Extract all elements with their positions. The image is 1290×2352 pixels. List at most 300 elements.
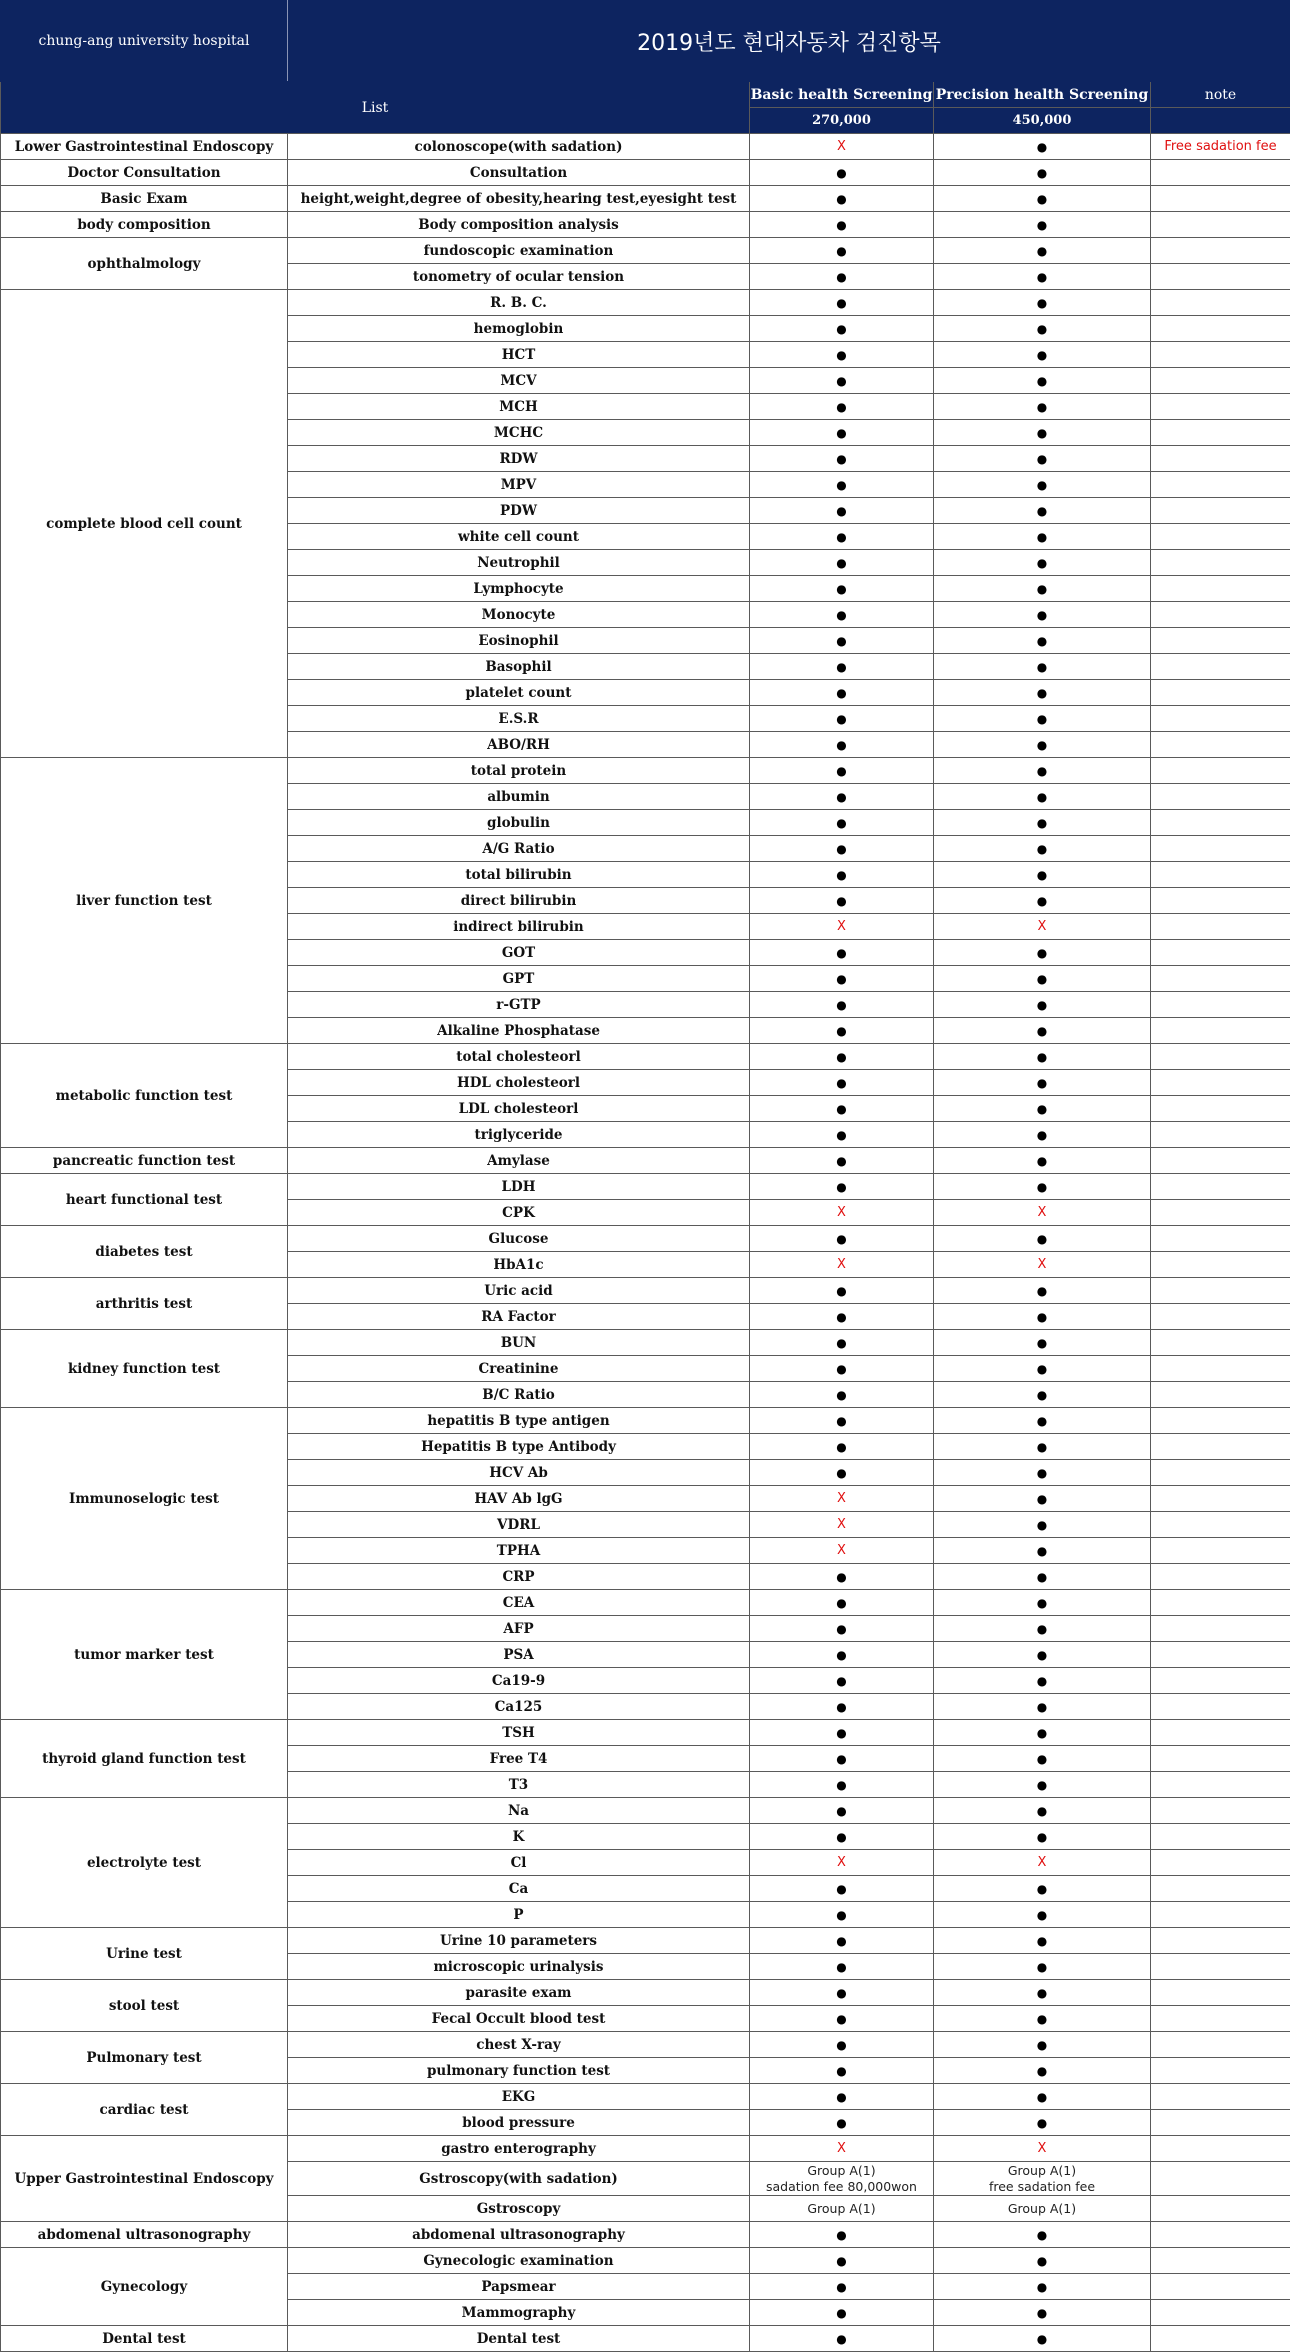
precision-included-mark: ● [934,1174,1151,1200]
item-name: gastro enterography [288,2136,750,2162]
basic-included-mark: ● [750,1798,934,1824]
basic-included-mark: ● [750,1928,934,1954]
precision-included-mark: ● [934,1122,1151,1148]
basic-included-mark: ● [750,1018,934,1044]
note-cell [1151,1538,1290,1564]
note-cell [1151,1616,1290,1642]
item-name: Hepatitis B type Antibody [288,1434,750,1460]
category-name: Upper Gastrointestinal Endoscopy [1,2136,288,2222]
category-name: cardiac test [1,2084,288,2136]
note-cell [1151,2136,1290,2162]
note-cell [1151,1278,1290,1304]
basic-included-mark: ● [750,394,934,420]
note-cell [1151,810,1290,836]
basic-included-mark: ● [750,1356,934,1382]
precision-included-mark: ● [934,1330,1151,1356]
basic-included-mark: ● [750,2110,934,2136]
note-cell [1151,160,1290,186]
precision-included-mark: ● [934,1486,1151,1512]
precision-included-mark: ● [934,888,1151,914]
note-cell [1151,2248,1290,2274]
item-name: r-GTP [288,992,750,1018]
precision-included-mark: ● [934,1304,1151,1330]
basic-included-mark: ● [750,264,934,290]
basic-included-mark: ● [750,2274,934,2300]
item-name: Neutrophil [288,550,750,576]
item-name: PSA [288,1642,750,1668]
note-cell [1151,212,1290,238]
item-name: hepatitis B type antigen [288,1408,750,1434]
item-name: RDW [288,446,750,472]
precision-included-mark: ● [934,316,1151,342]
item-name: CPK [288,1200,750,1226]
basic-excluded-mark: X [750,1200,934,1226]
precision-excluded-mark: X [934,2136,1151,2162]
category-name: Pulmonary test [1,2032,288,2084]
item-name: Consultation [288,160,750,186]
table-row [1,1226,1290,1252]
note-cell [1151,1304,1290,1330]
table-row [1,212,1290,238]
basic-included-mark: ● [750,810,934,836]
item-name: Papsmear [288,2274,750,2300]
note-cell [1151,2110,1290,2136]
precision-group-text: Group A(1) free sadation fee [934,2162,1151,2196]
precision-included-mark: ● [934,2084,1151,2110]
basic-included-mark: ● [750,1590,934,1616]
item-name: A/G Ratio [288,836,750,862]
item-name: Free T4 [288,1746,750,1772]
precision-included-mark: ● [934,1798,1151,1824]
category-name: Basic Exam [1,186,288,212]
basic-included-mark: ● [750,628,934,654]
basic-group-text: Group A(1) sadation fee 80,000won [750,2162,934,2196]
basic-included-mark: ● [750,2084,934,2110]
basic-excluded-mark: X [750,914,934,940]
note-cell [1151,1850,1290,1876]
basic-included-mark: ● [750,342,934,368]
note-cell [1151,732,1290,758]
category-name: body composition [1,212,288,238]
table-row [1,186,1290,212]
basic-included-mark: ● [750,1096,934,1122]
note-cell [1151,940,1290,966]
item-name: colonoscope(with sadation) [288,134,750,160]
note-cell [1151,1564,1290,1590]
precision-included-mark: ● [934,160,1151,186]
note-cell [1151,784,1290,810]
item-name: LDL cholesteorl [288,1096,750,1122]
table-row [1,1278,1290,1304]
basic-included-mark: ● [750,784,934,810]
precision-included-mark: ● [934,1148,1151,1174]
basic-included-mark: ● [750,576,934,602]
precision-included-mark: ● [934,1720,1151,1746]
table-row [1,2248,1290,2274]
note-cell [1151,394,1290,420]
basic-included-mark: ● [750,1980,934,2006]
item-name: HAV Ab lgG [288,1486,750,1512]
basic-included-mark: ● [750,836,934,862]
precision-included-mark: ● [934,602,1151,628]
category-name: Urine test [1,1928,288,1980]
basic-included-mark: ● [750,862,934,888]
item-name: parasite exam [288,1980,750,2006]
category-name: abdomenal ultrasonography [1,2222,288,2248]
table-row [1,1720,1290,1746]
note-cell [1151,446,1290,472]
item-name: BUN [288,1330,750,1356]
precision-included-mark: ● [934,758,1151,784]
precision-included-mark: ● [934,550,1151,576]
precision-included-mark: ● [934,732,1151,758]
note-cell [1151,1694,1290,1720]
note-cell [1151,1018,1290,1044]
note-cell [1151,1252,1290,1278]
precision-excluded-mark: X [934,1200,1151,1226]
item-name: EKG [288,2084,750,2110]
precision-included-mark: ● [934,1226,1151,1252]
basic-included-mark: ● [750,2300,934,2326]
table-row [1,1330,1290,1356]
note-cell [1151,2006,1290,2032]
basic-included-mark: ● [750,1954,934,1980]
note-cell [1151,1330,1290,1356]
precision-included-mark: ● [934,1278,1151,1304]
basic-included-mark: ● [750,1746,934,1772]
table-body [1,134,1290,2352]
note-cell [1151,706,1290,732]
note-cell [1151,888,1290,914]
basic-included-mark: ● [750,368,934,394]
precision-included-mark: ● [934,1434,1151,1460]
basic-included-mark: ● [750,316,934,342]
item-name: Urine 10 parameters [288,1928,750,1954]
category-name: thyroid gland function test [1,1720,288,1798]
item-name: AFP [288,1616,750,1642]
basic-included-mark: ● [750,1434,934,1460]
item-name: direct bilirubin [288,888,750,914]
category-name: ophthalmology [1,238,288,290]
item-name: Na [288,1798,750,1824]
note-cell [1151,2274,1290,2300]
precision-included-mark: ● [934,1356,1151,1382]
category-name: Dental test [1,2326,288,2352]
note-cell [1151,1434,1290,1460]
basic-included-mark: ● [750,706,934,732]
item-name: MCH [288,394,750,420]
basic-included-mark: ● [750,186,934,212]
precision-included-mark: ● [934,576,1151,602]
basic-header: Basic health Screening [750,82,934,108]
precision-included-mark: ● [934,706,1151,732]
category-name: arthritis test [1,1278,288,1330]
category-name: electrolyte test [1,1798,288,1928]
precision-included-mark: ● [934,1590,1151,1616]
note-cell [1151,1772,1290,1798]
basic-included-mark: ● [750,992,934,1018]
table-row [1,2222,1290,2248]
precision-excluded-mark: X [934,1252,1151,1278]
precision-included-mark: ● [934,810,1151,836]
item-name: VDRL [288,1512,750,1538]
table-row [1,1798,1290,1824]
basic-included-mark: ● [750,1668,934,1694]
item-name: total bilirubin [288,862,750,888]
basic-included-mark: ● [750,1876,934,1902]
table-row [1,2032,1290,2058]
item-name: Monocyte [288,602,750,628]
precision-included-mark: ● [934,1902,1151,1928]
basic-included-mark: ● [750,1174,934,1200]
precision-included-mark: ● [934,2222,1151,2248]
category-name: Lower Gastrointestinal Endoscopy [1,134,288,160]
list-header: List [1,82,750,134]
precision-included-mark: ● [934,1564,1151,1590]
item-name: LDH [288,1174,750,1200]
precision-included-mark: ● [934,2326,1151,2352]
table-row [1,1590,1290,1616]
basic-excluded-mark: X [750,1252,934,1278]
item-name: blood pressure [288,2110,750,2136]
precision-included-mark: ● [934,212,1151,238]
basic-included-mark: ● [750,1408,934,1434]
note-cell [1151,1070,1290,1096]
table-row [1,1044,1290,1070]
note-cell [1151,2032,1290,2058]
table-row [1,134,1290,160]
basic-excluded-mark: X [750,2136,934,2162]
item-name: GPT [288,966,750,992]
basic-included-mark: ● [750,2058,934,2084]
item-name: HCT [288,342,750,368]
precision-excluded-mark: X [934,1850,1151,1876]
category-name: tumor marker test [1,1590,288,1720]
basic-included-mark: ● [750,160,934,186]
table-row [1,1980,1290,2006]
precision-header: Precision health Screening [934,82,1151,108]
note-cell [1151,316,1290,342]
note-cell [1151,992,1290,1018]
category-name: diabetes test [1,1226,288,1278]
precision-included-mark: ● [934,1044,1151,1070]
precision-included-mark: ● [934,238,1151,264]
precision-included-mark: ● [934,1382,1151,1408]
precision-included-mark: ● [934,2248,1151,2274]
note-cell [1151,1642,1290,1668]
precision-included-mark: ● [934,2300,1151,2326]
basic-included-mark: ● [750,524,934,550]
precision-included-mark: ● [934,940,1151,966]
note-cell [1151,1096,1290,1122]
basic-included-mark: ● [750,1382,934,1408]
note-cell [1151,862,1290,888]
basic-included-mark: ● [750,1148,934,1174]
item-name: Basophil [288,654,750,680]
note-cell: Free sadation fee [1151,134,1290,160]
category-name: complete blood cell count [1,290,288,758]
basic-included-mark: ● [750,1330,934,1356]
basic-included-mark: ● [750,1616,934,1642]
note-cell [1151,2300,1290,2326]
precision-included-mark: ● [934,186,1151,212]
item-name: tonometry of ocular tension [288,264,750,290]
note-cell [1151,1746,1290,1772]
basic-included-mark: ● [750,290,934,316]
basic-excluded-mark: X [750,1538,934,1564]
basic-included-mark: ● [750,238,934,264]
note-cell [1151,524,1290,550]
precision-included-mark: ● [934,1408,1151,1434]
precision-included-mark: ● [934,1460,1151,1486]
item-name: triglyceride [288,1122,750,1148]
table-row [1,2136,1290,2162]
item-name: PDW [288,498,750,524]
note-cell [1151,472,1290,498]
item-name: Glucose [288,1226,750,1252]
basic-included-mark: ● [750,1226,934,1252]
note-cell [1151,1668,1290,1694]
precision-included-mark: ● [934,836,1151,862]
basic-included-mark: ● [750,1278,934,1304]
note-cell [1151,342,1290,368]
category-name: Gynecology [1,2248,288,2326]
basic-included-mark: ● [750,2248,934,2274]
note-cell [1151,1356,1290,1382]
precision-included-mark: ● [934,1928,1151,1954]
note-cell [1151,238,1290,264]
note-cell [1151,966,1290,992]
precision-included-mark: ● [934,1668,1151,1694]
item-name: HCV Ab [288,1460,750,1486]
note-cell [1151,1928,1290,1954]
note-header: note [1151,82,1290,108]
note-cell [1151,1226,1290,1252]
precision-included-mark: ● [934,628,1151,654]
note-cell [1151,550,1290,576]
basic-included-mark: ● [750,2222,934,2248]
item-name: globulin [288,810,750,836]
basic-group-text: Group A(1) [750,2196,934,2222]
table-row [1,290,1290,316]
note-cell [1151,1876,1290,1902]
precision-included-mark: ● [934,472,1151,498]
basic-included-mark: ● [750,1564,934,1590]
note-cell [1151,1174,1290,1200]
note-cell [1151,2058,1290,2084]
precision-included-mark: ● [934,2006,1151,2032]
item-name: albumin [288,784,750,810]
basic-included-mark: ● [750,1044,934,1070]
basic-included-mark: ● [750,1902,934,1928]
item-name: Ca [288,1876,750,1902]
item-name: Creatinine [288,1356,750,1382]
basic-included-mark: ● [750,940,934,966]
item-name: MCV [288,368,750,394]
note-cell [1151,2222,1290,2248]
item-name: TPHA [288,1538,750,1564]
item-name: TSH [288,1720,750,1746]
basic-price: 270,000 [750,108,934,134]
basic-excluded-mark: X [750,1850,934,1876]
precision-included-mark: ● [934,394,1151,420]
item-name: Body composition analysis [288,212,750,238]
basic-included-mark: ● [750,1642,934,1668]
precision-included-mark: ● [934,992,1151,1018]
category-name: metabolic function test [1,1044,288,1148]
table-row [1,1928,1290,1954]
basic-included-mark: ● [750,1772,934,1798]
category-name: pancreatic function test [1,1148,288,1174]
item-name: ABO/RH [288,732,750,758]
item-name: K [288,1824,750,1850]
precision-included-mark: ● [934,1512,1151,1538]
note-cell [1151,1200,1290,1226]
item-name: Gstroscopy(with sadation) [288,2162,750,2196]
item-name: Amylase [288,1148,750,1174]
basic-included-mark: ● [750,212,934,238]
note-cell [1151,576,1290,602]
item-name: abdomenal ultrasonography [288,2222,750,2248]
note-cell [1151,2084,1290,2110]
basic-included-mark: ● [750,446,934,472]
item-name: MPV [288,472,750,498]
basic-included-mark: ● [750,1070,934,1096]
note-cell [1151,1044,1290,1070]
basic-included-mark: ● [750,2032,934,2058]
category-name: liver function test [1,758,288,1044]
item-name: Dental test [288,2326,750,2352]
basic-included-mark: ● [750,498,934,524]
basic-included-mark: ● [750,1122,934,1148]
precision-included-mark: ● [934,1746,1151,1772]
item-name: white cell count [288,524,750,550]
precision-included-mark: ● [934,1694,1151,1720]
item-name: Lymphocyte [288,576,750,602]
note-price-cell [1151,108,1290,134]
note-cell [1151,1460,1290,1486]
item-name: total cholesteorl [288,1044,750,1070]
basic-excluded-mark: X [750,1512,934,1538]
precision-included-mark: ● [934,784,1151,810]
precision-included-mark: ● [934,1018,1151,1044]
table-row [1,1408,1290,1434]
item-name: Gynecologic examination [288,2248,750,2274]
basic-included-mark: ● [750,654,934,680]
table-row [1,1148,1290,1174]
item-name: R. B. C. [288,290,750,316]
item-name: Gstroscopy [288,2196,750,2222]
category-name: heart functional test [1,1174,288,1226]
basic-excluded-mark: X [750,134,934,160]
table-row [1,160,1290,186]
item-name: CEA [288,1590,750,1616]
note-cell [1151,186,1290,212]
item-name: RA Factor [288,1304,750,1330]
note-cell [1151,758,1290,784]
category-name: kidney function test [1,1330,288,1408]
basic-included-mark: ● [750,680,934,706]
basic-included-mark: ● [750,1824,934,1850]
basic-included-mark: ● [750,732,934,758]
precision-included-mark: ● [934,1616,1151,1642]
item-name: Ca125 [288,1694,750,1720]
note-cell [1151,1720,1290,1746]
category-name: stool test [1,1980,288,2032]
precision-included-mark: ● [934,2058,1151,2084]
item-name: indirect bilirubin [288,914,750,940]
note-cell [1151,498,1290,524]
